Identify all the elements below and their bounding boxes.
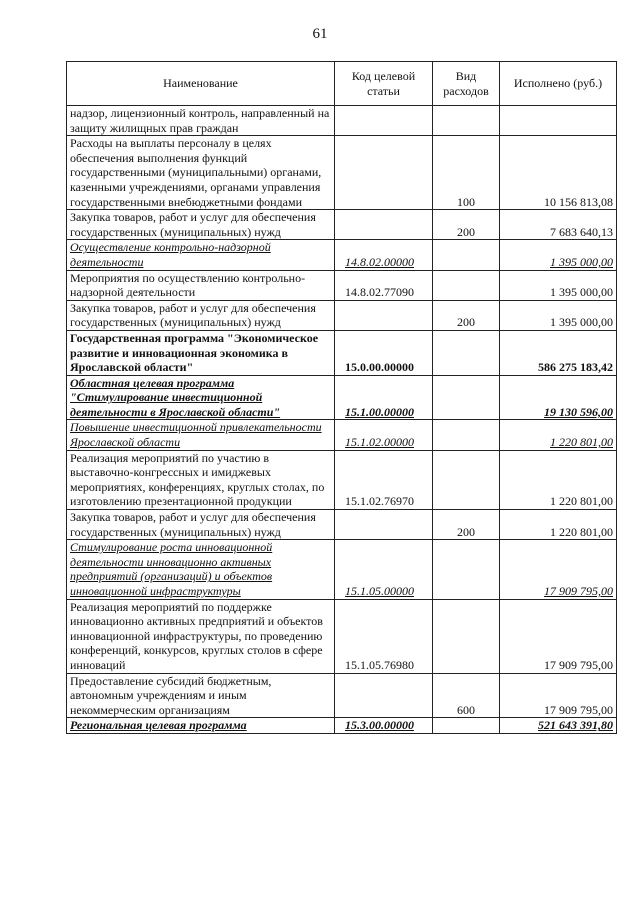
row-amount (500, 420, 617, 450)
table-row (67, 106, 617, 136)
row-code (335, 106, 433, 136)
row-kind (433, 540, 500, 599)
row-kind (433, 375, 500, 420)
row-amount: 1 220 801,00 (500, 450, 617, 509)
row-amount (500, 106, 617, 136)
row-code-text: 15.1.05.00000 (345, 584, 414, 598)
table-row (67, 673, 617, 718)
row-code (335, 540, 433, 599)
table-row (67, 136, 617, 210)
row-code (335, 240, 433, 270)
row-kind (433, 599, 500, 673)
table-row (67, 510, 617, 540)
row-code: 15.1.05.76980 (335, 599, 433, 673)
row-amount: 17 909 795,00 (500, 673, 617, 718)
table-row (67, 450, 617, 509)
row-kind (433, 270, 500, 300)
row-code-text: 15.3.00.00000 (345, 718, 414, 733)
table-row (67, 420, 617, 450)
row-amount (500, 540, 617, 599)
row-code (335, 210, 433, 240)
row-name: Расходы на выплаты персоналу в целях обеспечения выполнения функций государственными (муниципальными) органами, казенными учреждениями, органами управления государственными внебюджетными фондами (67, 136, 335, 210)
row-name-text: Повышение инвестиционной привлекательности Ярославской области (70, 420, 322, 450)
row-amount-text: 521 643 391,80 (538, 718, 613, 733)
row-code-text: 15.1.02.00000 (345, 435, 414, 450)
row-kind (433, 330, 500, 375)
row-name: Государственная программа "Экономическое развитие и инновационная экономика в Ярославской области" (67, 330, 335, 375)
row-kind: 200 (433, 210, 500, 240)
row-code (335, 718, 433, 734)
row-kind: 200 (433, 510, 500, 540)
row-name-text: Областная целевая программа "Стимулирование инвестиционной деятельности в Ярославской области" (70, 375, 281, 419)
row-name: Закупка товаров, работ и услуг для обеспечения государственных (муниципальных) нужд (67, 510, 335, 540)
row-code (335, 510, 433, 540)
row-amount (500, 375, 617, 420)
header-amount: Исполнено (руб.) (500, 62, 617, 106)
row-amount: 7 683 640,13 (500, 210, 617, 240)
row-amount: 17 909 795,00 (500, 599, 617, 673)
budget-table (66, 61, 617, 734)
row-amount-text: 17 909 795,00 (544, 584, 613, 598)
row-code-text: 15.1.00.00000 (345, 404, 414, 419)
row-amount-text: 19 130 596,00 (544, 404, 613, 419)
row-amount-text: 1 220 801,00 (550, 435, 613, 450)
row-kind (433, 450, 500, 509)
table-row (67, 599, 617, 673)
table-row (67, 540, 617, 599)
table-row (67, 375, 617, 420)
row-name (67, 375, 335, 420)
header-kind: Вид расходов (433, 62, 500, 106)
table-row (67, 300, 617, 330)
row-code: 15.1.02.76970 (335, 450, 433, 509)
row-code: 15.0.00.00000 (335, 330, 433, 375)
row-code-text: 14.8.02.00000 (345, 254, 414, 269)
row-kind: 100 (433, 136, 500, 210)
row-kind (433, 106, 500, 136)
row-name (67, 420, 335, 450)
table-row (67, 270, 617, 300)
row-amount: 586 275 183,42 (500, 330, 617, 375)
row-kind: 600 (433, 673, 500, 718)
row-name-text: Осуществление контрольно-надзорной деятельности (70, 240, 271, 269)
row-name-text: Стимулирование роста инновационной деятельности инновационно активных предприятий (организаций) и объектов инновационной инфраструктуры (70, 540, 273, 598)
row-code (335, 375, 433, 420)
table-row (67, 210, 617, 240)
row-kind (433, 240, 500, 270)
row-kind: 200 (433, 300, 500, 330)
row-name (67, 718, 335, 734)
table-row (67, 240, 617, 270)
row-amount-text: 1 395 000,00 (550, 254, 613, 269)
row-name: Закупка товаров, работ и услуг для обеспечения государственных (муниципальных) нужд (67, 300, 335, 330)
row-kind (433, 420, 500, 450)
header-name: Наименование (67, 62, 335, 106)
header-code: Код целевой статьи (335, 62, 433, 106)
row-name: Предоставление субсидий бюджетным, автономным учреждениям и иным некоммерческим организациям (67, 673, 335, 718)
row-code: 14.8.02.77090 (335, 270, 433, 300)
row-name-text: Региональная целевая программа (70, 718, 247, 733)
row-name (67, 540, 335, 599)
table-row (67, 330, 617, 375)
table-row (67, 718, 617, 734)
row-amount: 10 156 813,08 (500, 136, 617, 210)
row-name (67, 240, 335, 270)
row-amount: 1 220 801,00 (500, 510, 617, 540)
row-name: Мероприятия по осуществлению контрольно-надзорной деятельности (67, 270, 335, 300)
row-amount: 1 395 000,00 (500, 270, 617, 300)
row-code (335, 673, 433, 718)
row-name: надзор, лицензионный контроль, направленный на защиту жилищных прав граждан (67, 106, 335, 136)
table-header-row (67, 62, 617, 106)
row-amount (500, 240, 617, 270)
row-code (335, 136, 433, 210)
row-name: Реализация мероприятий по участию в выставочно-конгрессных и имиджевых мероприятиях, конференциях, круглых столах, по изготовлению презентационной продукции (67, 450, 335, 509)
row-name: Закупка товаров, работ и услуг для обеспечения государственных (муниципальных) нужд (67, 210, 335, 240)
row-code (335, 420, 433, 450)
page-number: 61 (312, 26, 328, 42)
row-kind (433, 718, 500, 734)
row-amount (500, 718, 617, 734)
row-name: Реализация мероприятий по поддержке инновационно активных предприятий и объектов инновационной инфраструктуры, по проведению конференций, конкурсов, круглых столов в сфере инноваций (67, 599, 335, 673)
row-amount: 1 395 000,00 (500, 300, 617, 330)
row-code (335, 300, 433, 330)
